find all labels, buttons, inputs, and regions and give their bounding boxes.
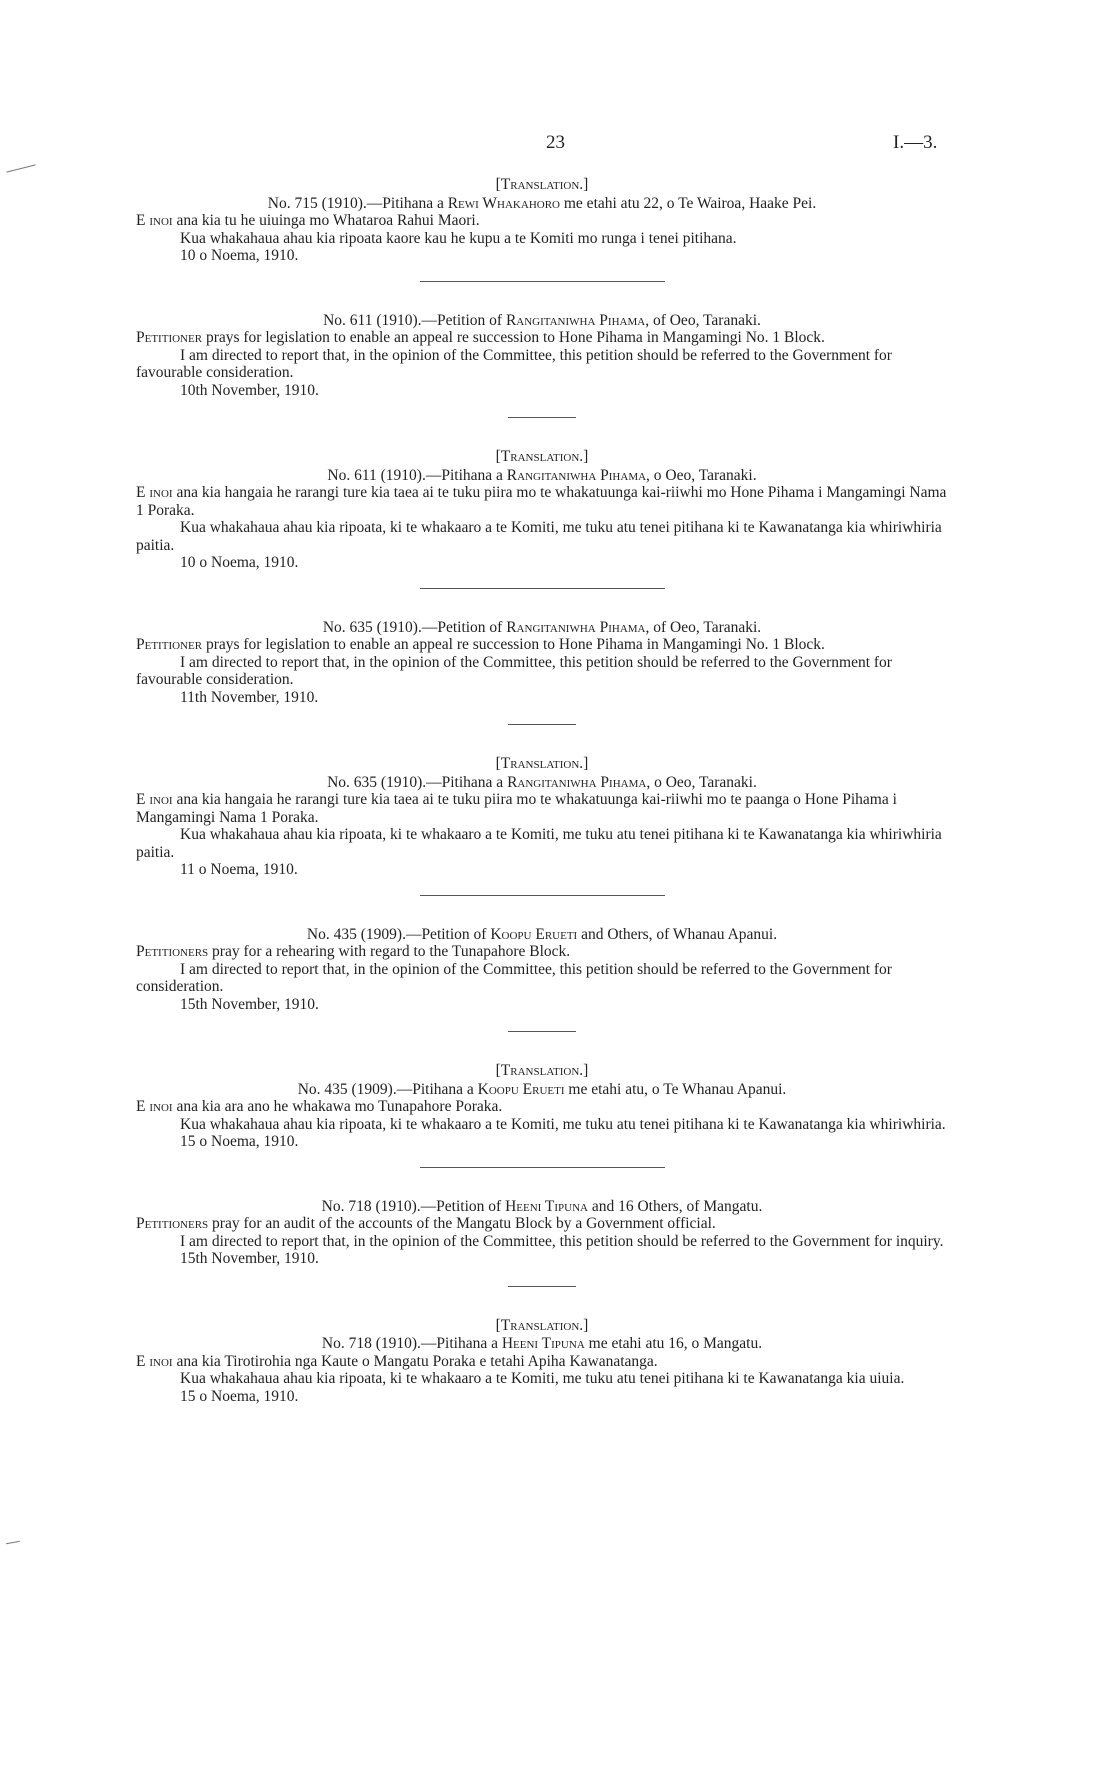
petition-number: No. 715 (1910).—Pitihana a	[267, 194, 448, 212]
petition-prayer	[136, 212, 948, 230]
petition-body	[136, 212, 948, 265]
petition-prayer	[136, 1215, 948, 1233]
prayer-lead: Petitioners	[136, 1215, 209, 1232]
prayer-lead: E inoi	[136, 791, 173, 808]
scan-mark	[6, 1541, 20, 1544]
petitioner-name: Koopu Erueti	[477, 1080, 565, 1098]
committee-report: I am directed to report that, in the opinion of the Committee, this petition should be referred to the Government for consideration.	[136, 960, 892, 995]
prayer-lead: E inoi	[136, 212, 173, 229]
prayer-text: prays for legislation to enable an appeal re succession to Hone Pihama in Mangamingi No. 1 Block.	[202, 329, 825, 346]
petition-prayer	[136, 943, 948, 961]
petition-body	[136, 484, 948, 572]
petition-body	[136, 636, 948, 706]
section-divider	[508, 724, 576, 725]
petition-prayer	[136, 636, 948, 654]
translation-label: [Translation.]	[495, 176, 589, 193]
report-date: 15th November, 1910.	[180, 995, 319, 1013]
petition-number: No. 718 (1910).—Pitihana a	[321, 1335, 502, 1352]
report-date: 15th November, 1910.	[180, 1250, 319, 1267]
section-divider	[508, 1286, 576, 1287]
petition-number: No. 435 (1909).—Petition of	[306, 925, 491, 943]
petition-number: No. 435 (1909).—Pitihana a	[297, 1080, 478, 1098]
petition-prayer	[136, 484, 948, 519]
petitioner-name: Rangitaniwha Pihama	[505, 311, 646, 329]
petition-prayer	[136, 329, 948, 347]
petition-body	[136, 943, 948, 1013]
petition-entry	[136, 1062, 948, 1151]
petition-body	[136, 329, 948, 399]
translation-label: [Translation.]	[495, 1062, 589, 1079]
petitioner-name: Heeni Tipuna	[501, 1335, 585, 1352]
petition-body	[136, 1215, 948, 1268]
section-divider	[508, 1031, 576, 1032]
translation-label: [Translation.]	[495, 448, 589, 465]
translation-label: [Translation.]	[495, 755, 589, 772]
prayer-text: ana kia hangaia he rarangi ture kia taea ai te tuku piira mo te whakatuunga kai-riiwhi mo te paanga o Hone Pihama i Mangamingi Nama 1 Poraka.	[136, 791, 897, 826]
prayer-text: prays for legislation to enable an appeal re succession to Hone Pihama in Mangamingi No. 1 Block.	[202, 636, 825, 653]
committee-report: Kua whakahaua ahau kia ripoata, ki te whakaaro a te Komiti, me tuku atu tenei pitihana ki te Kawanatanga kia whiriwhiria.	[180, 1115, 946, 1133]
petition-title	[136, 1198, 948, 1216]
section-divider	[508, 417, 576, 418]
petition-entry	[136, 176, 948, 265]
petition-number: No. 635 (1910).—Pitihana a	[327, 773, 508, 791]
prayer-text: ana kia ara ano he whakawa mo Tunapahore Poraka.	[172, 1098, 503, 1115]
page-number: 23	[546, 132, 565, 153]
petition-location: me etahi atu 22, o Te Wairoa, Haake Pei.	[560, 194, 817, 212]
committee-report: Kua whakahaua ahau kia ripoata, ki te whakaaro a te Komiti, me tuku atu tenei pitihana ki te Kawanatanga kia whiriwhiria paitia.	[136, 519, 942, 554]
report-date: 10 o Noema, 1910.	[180, 554, 299, 571]
petition-number: No. 718 (1910).—Petition of	[321, 1197, 506, 1215]
petition-title	[136, 195, 948, 213]
petition-entry	[136, 926, 948, 1014]
petitioner-name: Rewi Whakahoro	[447, 194, 560, 212]
committee-report: Kua whakahaua ahau kia ripoata kaore kau he kupu a te Komiti mo runga i tenei pitihana.	[180, 229, 737, 247]
petition-location: , o Oeo, Taranaki.	[646, 773, 757, 791]
prayer-text: pray for an audit of the accounts of the Mangatu Block by a Government official.	[208, 1215, 716, 1232]
report-date: 15 o Noema, 1910.	[180, 1133, 299, 1150]
prayer-lead: E inoi	[136, 1352, 173, 1370]
petition-number: No. 611 (1910).—Pitihana a	[327, 466, 507, 484]
petitioner-name: Rangitaniwha Pihama	[506, 618, 646, 636]
scan-mark	[6, 164, 35, 172]
petition-entry	[136, 312, 948, 400]
prayer-lead: Petitioners	[136, 943, 209, 960]
report-date: 11th November, 1910.	[180, 688, 319, 706]
section-divider	[420, 1167, 665, 1168]
committee-report: I am directed to report that, in the opinion of the Committee, this petition should be referred to the Government for favourable consideration.	[136, 346, 892, 381]
petition-entry	[136, 619, 948, 707]
petition-entry	[136, 755, 948, 879]
petition-number: No. 635 (1910).—Petition of	[322, 618, 507, 636]
page-header	[0, 132, 1114, 156]
section-divider	[420, 895, 665, 896]
section-divider	[420, 281, 665, 282]
petition-location: , o Oeo, Taranaki.	[646, 466, 757, 484]
petition-title	[136, 312, 948, 330]
section-divider	[420, 588, 665, 589]
prayer-text: ana kia tu he uiuinga mo Whataroa Rahui Maori.	[172, 212, 480, 229]
document-body	[136, 176, 948, 1405]
prayer-lead: E inoi	[136, 484, 173, 501]
committee-report: Kua whakahaua ahau kia ripoata, ki te whakaaro a te Komiti, me tuku atu tenei pitihana ki te Kawanatanga kia whiriwhiria paitia.	[136, 826, 942, 861]
petition-title	[136, 926, 948, 944]
petition-body	[136, 791, 948, 879]
petitioner-name: Koopu Erueti	[490, 925, 578, 943]
petition-number: No. 611 (1910).—Petition of	[323, 311, 506, 329]
petition-entry	[136, 1317, 948, 1406]
prayer-lead: E inoi	[136, 1098, 173, 1115]
prayer-lead: Petitioner	[136, 329, 203, 346]
report-date: 11 o Noema, 1910.	[180, 861, 298, 878]
prayer-text: pray for a rehearing with regard to the Tunapahore Block.	[208, 943, 571, 960]
prayer-text: ana kia hangaia he rarangi ture kia taea ai te tuku piira mo te whakatuunga kai-riiwhi mo Hone Pihama i Mangamingi Nama 1 Poraka.	[136, 484, 947, 519]
petition-title	[136, 1081, 948, 1099]
petition-body	[136, 1098, 948, 1151]
petition-location: , of Oeo, Taranaki.	[645, 618, 762, 636]
petition-location: , of Oeo, Taranaki.	[645, 311, 761, 329]
committee-report: Kua whakahaua ahau kia ripoata, ki te whakaaro a te Komiti, me tuku atu tenei pitihana ki te Kawanatanga kia uiuia.	[180, 1370, 905, 1387]
report-date: 15 o Noema, 1910.	[180, 1387, 299, 1405]
report-date: 10 o Noema, 1910.	[180, 247, 299, 264]
petition-prayer	[136, 791, 948, 826]
petition-title	[136, 1335, 948, 1353]
report-date: 10th November, 1910.	[180, 381, 319, 399]
petition-entry	[136, 1198, 948, 1268]
petition-entry	[136, 448, 948, 572]
petition-prayer	[136, 1353, 948, 1371]
petitioner-name: Rangitaniwha Pihama	[506, 466, 647, 484]
petition-title	[136, 467, 948, 485]
document-reference: I.—3.	[893, 132, 938, 153]
committee-report: I am directed to report that, in the opinion of the Committee, this petition should be referred to the Government for inquiry.	[180, 1232, 944, 1250]
petitioner-name: Rangitaniwha Pihama	[507, 773, 647, 791]
prayer-text: ana kia Tirotirohia nga Kaute o Mangatu Poraka e tetahi Apiha Kawanatanga.	[172, 1352, 658, 1370]
petition-title	[136, 619, 948, 637]
petitioner-name: Heeni Tipuna	[505, 1197, 588, 1215]
prayer-lead: Petitioner	[136, 636, 203, 653]
translation-label: [Translation.]	[495, 1316, 589, 1334]
petition-location: me etahi atu, o Te Whanau Apanui.	[564, 1080, 787, 1098]
petition-prayer	[136, 1098, 948, 1116]
petition-body	[136, 1353, 948, 1406]
petition-location: and Others, of Whanau Apanui.	[577, 925, 778, 943]
petition-location: me etahi atu 16, o Mangatu.	[584, 1335, 763, 1352]
committee-report: I am directed to report that, in the opinion of the Committee, this petition should be referred to the Government for favourable consideration.	[136, 653, 892, 688]
petition-location: and 16 Others, of Mangatu.	[587, 1197, 763, 1215]
petition-title	[136, 774, 948, 792]
